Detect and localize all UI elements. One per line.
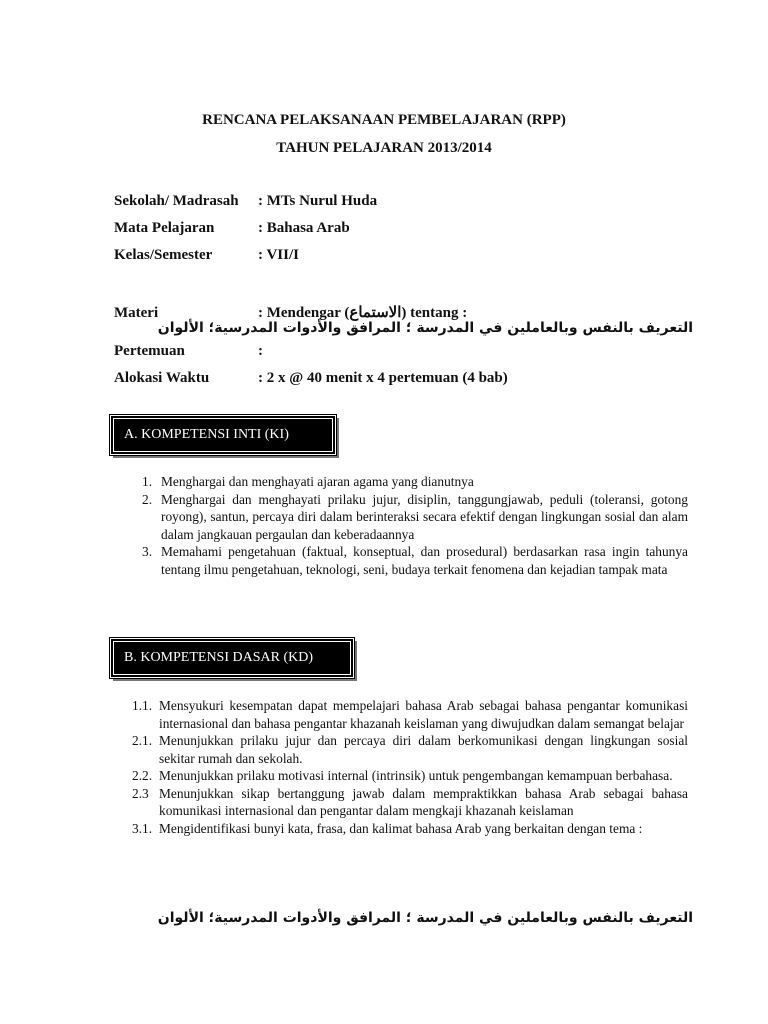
school-value: : MTs Nurul Huda [258,193,378,209]
list-item [124,697,688,732]
list-item-number: 2.2. [132,768,153,783]
section-heading-ki: A. KOMPETENSI INTI (KI) [110,415,336,455]
list-item-number: 2.3 [132,785,149,801]
list-item-text: Memahami pengetahuan (faktual, konseptual, dan prosedural) berdasarkan rasa ingin tahunya tentang ilmu pengetahuan, teknologi, seni, budaya terkait fenomena dan kejadian tampak mata [161,544,688,577]
list-item-number: 1. [142,474,153,489]
academic-year: TAHUN PELAJARAN 2013/2014 [276,140,492,156]
list-item-number: 3. [142,544,153,559]
class-value: : VII/I [258,247,299,263]
school-label: Sekolah/ Madrasah [114,193,239,209]
section-heading-kd: B. KOMPETENSI DASAR (KD) [110,638,354,678]
list-item-number: 3.1. [132,820,153,836]
list-item-number: 1.1. [132,698,153,713]
list-item-number: 2.1. [132,733,153,748]
list-item-text: Mensyukuri kesempatan dapat mempelajari bahasa Arab sebagai bahasa pengantar komunikasi internasional dan bahasa pengantar khazanah keislaman yang diwujudkan dalam semangat belajar [159,698,688,731]
list-item-text: Menghargai dan menghayati prilaku jujur, disiplin, tanggungjawab, peduli (toleransi, gotong royong), santun, percaya diri dalam berinteraksi secara efektif dengan lingkungan sosial dan alam dalam jangkauan pergaulan dan keberadaannya [161,491,688,542]
list-item-text: Menghargai dan menghayati ajaran agama yang dianutnya [161,474,474,489]
list-item-text: Mengidentifikasi bunyi kata, frasa, dan kalimat bahasa Arab yang berkaitan dengan tema : [159,820,643,836]
materi-arabic-text: التعريف بالنفس وبالعاملين في المدرسة ؛ المرافق والأدوات المدرسية؛ الألوان [157,320,693,336]
list-item [124,820,688,838]
list-item [124,785,688,820]
list-item-text: Menunjukkan sikap bertanggung jawab dalam mempraktikkan bahasa Arab sebagai bahasa komunikasi internasional dan pengantar dalam mengkaji khazanah keislaman [159,785,688,818]
kd-arabic-theme: التعريف بالنفس وبالعاملين في المدرسة ؛ المرافق والأدوات المدرسية؛ الألوان [157,910,693,926]
list-item [124,732,688,767]
subject-label: Mata Pelajaran [114,220,215,236]
list-item [142,473,688,491]
list-item-text: Menunjukkan prilaku jujur dan percaya diri dalam berkomunikasi dengan lingkungan sosial sekitar rumah dan sekolah. [159,733,688,766]
document-title: RENCANA PELAKSANAAN PEMBELAJARAN (RPP) [202,112,566,128]
materi-label: Materi [114,305,159,321]
time-label: Alokasi Waktu [114,370,210,386]
meeting-row [114,343,263,360]
materi-value: : Mendengar (الاستماع) tentang : [258,305,468,321]
list-item-number: 2. [142,491,153,507]
class-label: Kelas/Semester [114,247,213,263]
school-row [114,193,377,210]
subject-row [114,220,350,237]
list-item-text: Menunjukkan prilaku motivasi internal (intrinsik) untuk pengembangan kemampuan berbahasa. [159,768,673,783]
kd-list [124,697,688,837]
class-row [114,247,299,264]
list-item [124,767,688,785]
subject-value: : Bahasa Arab [258,220,350,236]
meeting-label: Pertemuan [114,343,185,359]
list-item [142,543,688,578]
ki-list [142,473,688,578]
time-allocation-row [114,370,508,387]
meeting-value: : [258,343,263,359]
time-value: : 2 x @ 40 menit x 4 pertemuan (4 bab) [258,370,508,386]
list-item [142,491,688,544]
